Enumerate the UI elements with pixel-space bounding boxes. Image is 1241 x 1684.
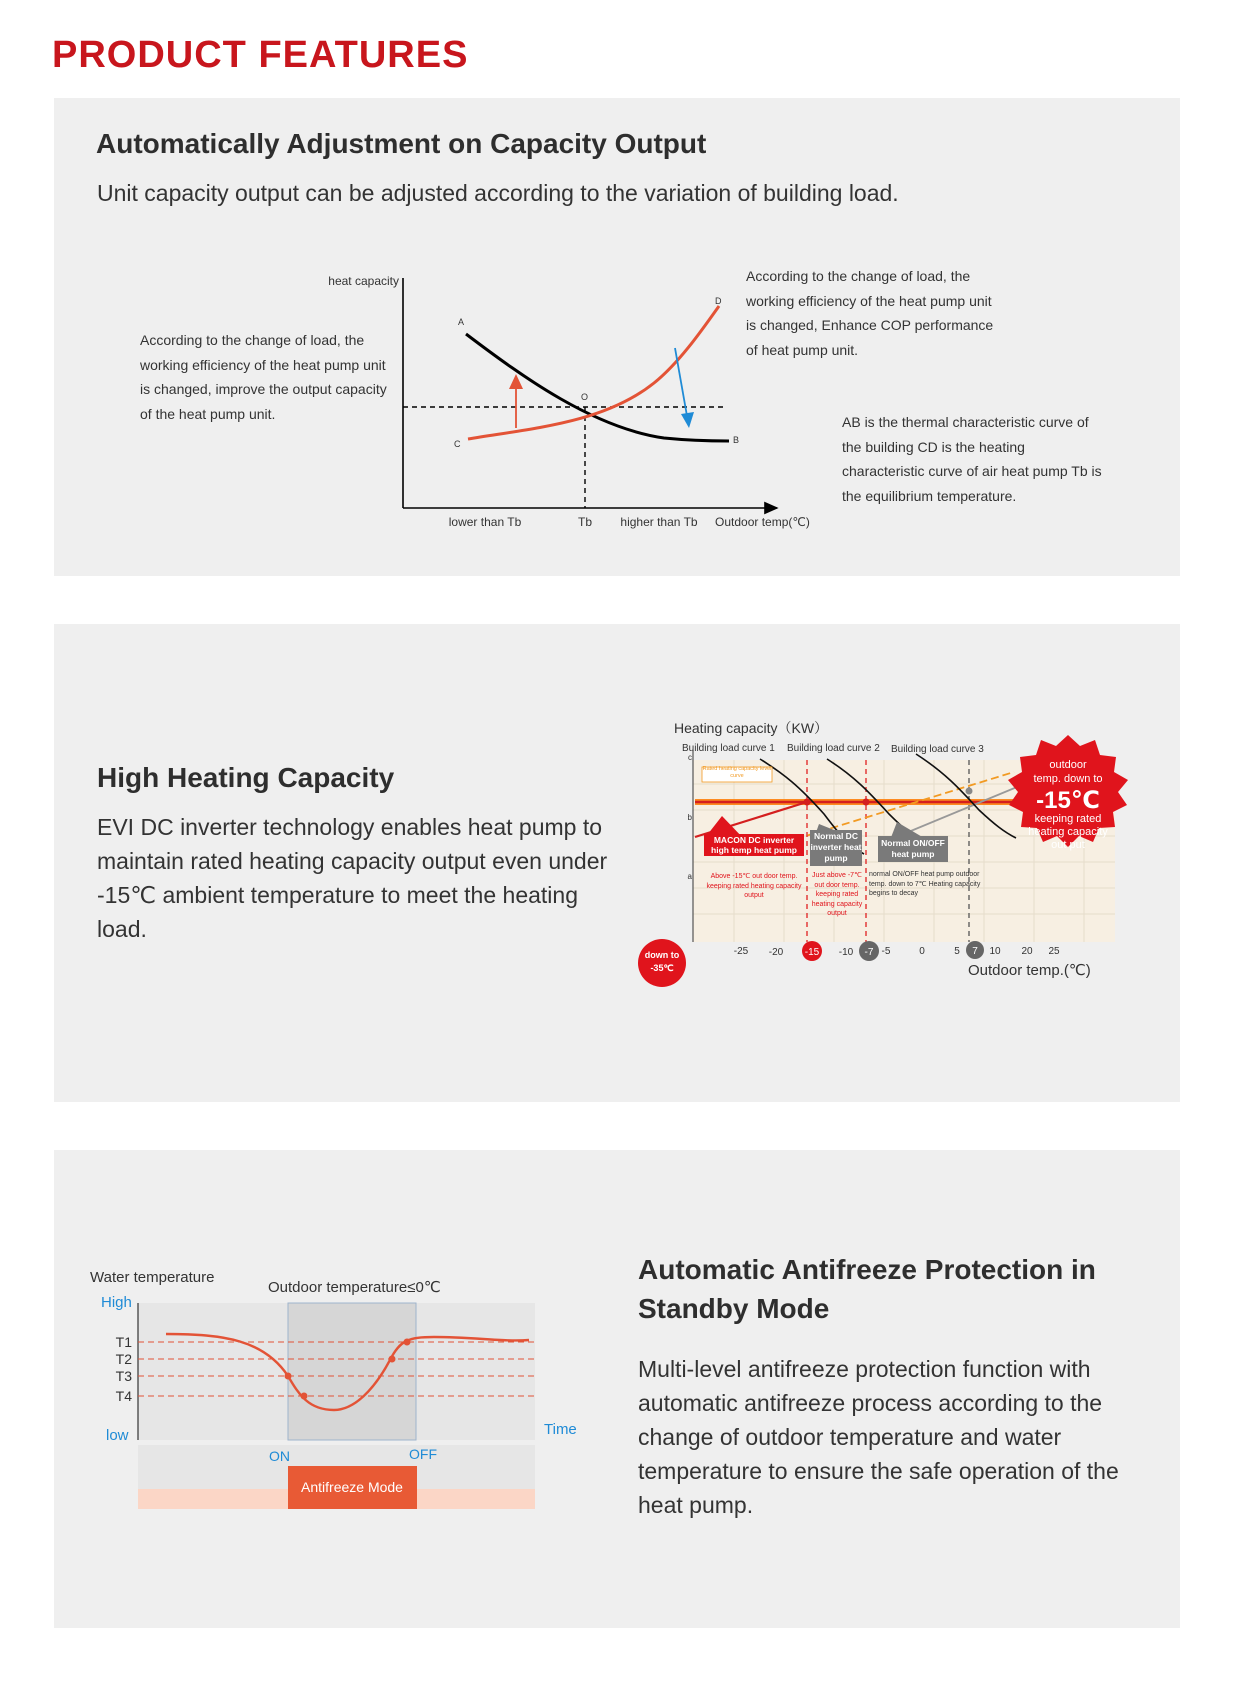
y-tick-c: c xyxy=(688,753,692,762)
level-t1: T1 xyxy=(115,1334,132,1350)
point-c-label: C xyxy=(454,439,461,449)
y-axis-label: heat capacity xyxy=(328,274,399,288)
capacity-up-arrow-head xyxy=(509,374,523,389)
heating-capacity-chart xyxy=(54,624,1180,1102)
y-tick-a: a xyxy=(687,872,692,881)
x-axis-label: Outdoor temp(℃) xyxy=(715,515,810,529)
burst-line2: temp. down to xyxy=(1033,773,1103,785)
macon-heat-pump-label: MACON DC inverter high temp heat pump xyxy=(711,835,797,855)
water-temperature-title: Water temperature xyxy=(90,1269,215,1286)
x-tick-m5: -5 xyxy=(881,946,891,957)
x-tick-7: 7 xyxy=(972,946,978,957)
off-label: OFF xyxy=(409,1446,437,1462)
on-label: ON xyxy=(269,1448,290,1464)
low-label: low xyxy=(106,1427,129,1444)
x-tick-m25: -25 xyxy=(733,946,749,957)
point-o-label: O xyxy=(581,392,589,402)
section1-title: Automatically Adjustment on Capacity Output xyxy=(96,128,707,159)
high-heating-capacity-panel xyxy=(54,624,1180,1102)
high-label: High xyxy=(101,1294,132,1311)
capacity-curve-diagram xyxy=(54,98,1180,576)
building-load-curve-3-label: Building load curve 3 xyxy=(891,744,984,755)
x-tick-0: 0 xyxy=(919,946,925,957)
time-label: Time xyxy=(544,1421,577,1438)
cop-down-arrow-head xyxy=(681,412,694,428)
chart-x-title: Outdoor temp.(℃) xyxy=(968,962,1091,979)
section3-title: Automatic Antifreeze Protection in Standby Mode xyxy=(638,1254,1096,1325)
building-load-curve-1-label: Building load curve 1 xyxy=(682,743,775,754)
burst-line3: keeping rated xyxy=(1034,813,1102,825)
dc-inverter-note: Just above -7℃ out door temp. keeping rated heating capacity output xyxy=(811,872,863,917)
x-tick-lower: lower than Tb xyxy=(448,515,522,529)
x-tick-5: 5 xyxy=(954,946,960,957)
condition-label: Outdoor temperature≤0℃ xyxy=(268,1279,441,1296)
burst-line1: outdoor xyxy=(1049,759,1087,771)
down-to-35-badge: down to -35℃ xyxy=(644,950,680,973)
point-d-label: D xyxy=(715,296,722,306)
burst-line4: heating capacity xyxy=(1028,826,1108,838)
x-tick-10: 10 xyxy=(989,946,1001,957)
capacity-adjustment-panel xyxy=(54,98,1180,576)
section1-legend-note: AB is the thermal characteristic curve of the building CD is the heating characteristic curve of air heat pump Tb is the equilibrium temperature. xyxy=(842,414,1102,504)
rated-capacity-label: Rated heating capacity level curve xyxy=(702,766,772,779)
antifreeze-mode-label: Antifreeze Mode xyxy=(301,1479,403,1495)
burst-line5: out put xyxy=(1051,839,1085,851)
normal-onoff-label: Normal ON/OFF heat pump xyxy=(881,838,945,859)
antifreeze-diagram xyxy=(54,1150,1180,1628)
x-tick-m7: -7 xyxy=(864,947,874,958)
section3-description: Multi-level antifreeze protection function with automatic antifreeze process according to the change of outdoor temperature and water temperature to ensure the safe operation of the heat pump. xyxy=(638,1356,1119,1518)
section1-left-note: According to the change of load, the working efficiency of the heat pump unit is changed, improve the output capacity of the heat pump unit. xyxy=(140,332,387,422)
chart-y-title: Heating capacity（KW） xyxy=(674,720,829,736)
x-tick-20: 20 xyxy=(1021,946,1033,957)
section1-right-note: According to the change of load, the working efficiency of the heat pump unit is changed, Enhance COP performance of heat pump unit. xyxy=(746,268,994,358)
x-tick-m10: -10 xyxy=(838,947,854,958)
section1-subtitle: Unit capacity output can be adjusted according to the variation of building load. xyxy=(97,180,899,206)
page-title: PRODUCT FEATURES xyxy=(52,34,469,76)
x-tick-tb: Tb xyxy=(577,515,593,529)
y-tick-b: b xyxy=(687,813,692,822)
level-t4: T4 xyxy=(115,1388,132,1404)
section2-description: EVI DC inverter technology enables heat pump to maintain rated heating capacity output even under -15℃ ambient temperature to meet the heating load. xyxy=(97,814,608,942)
x-tick-m20: -20 xyxy=(768,947,784,958)
level-t2: T2 xyxy=(115,1351,132,1367)
point-a-label: A xyxy=(458,317,465,327)
building-load-curve-2-label: Building load curve 2 xyxy=(787,743,880,754)
x-tick-higher: higher than Tb xyxy=(620,515,698,529)
x-tick-m15: -15 xyxy=(804,947,820,958)
level-t3: T3 xyxy=(115,1368,132,1384)
macon-note: Above -15℃ out door temp. keeping rated heating capacity output xyxy=(706,873,802,899)
normal-dc-inverter-label: Normal DC inverter heat pump xyxy=(810,831,862,863)
section2-title: High Heating Capacity xyxy=(97,762,395,793)
heat-pump-curve-cd xyxy=(468,306,719,439)
antifreeze-protection-panel xyxy=(54,1150,1180,1628)
x-tick-25: 25 xyxy=(1048,946,1060,957)
outdoor-cold-window xyxy=(288,1303,416,1440)
onoff-note: normal ON/OFF heat pump outdoor temp. down to 7℃ Heating capacity begins to decay xyxy=(869,871,981,897)
burst-big: -15℃ xyxy=(1036,787,1100,814)
point-b-label: B xyxy=(733,435,740,445)
